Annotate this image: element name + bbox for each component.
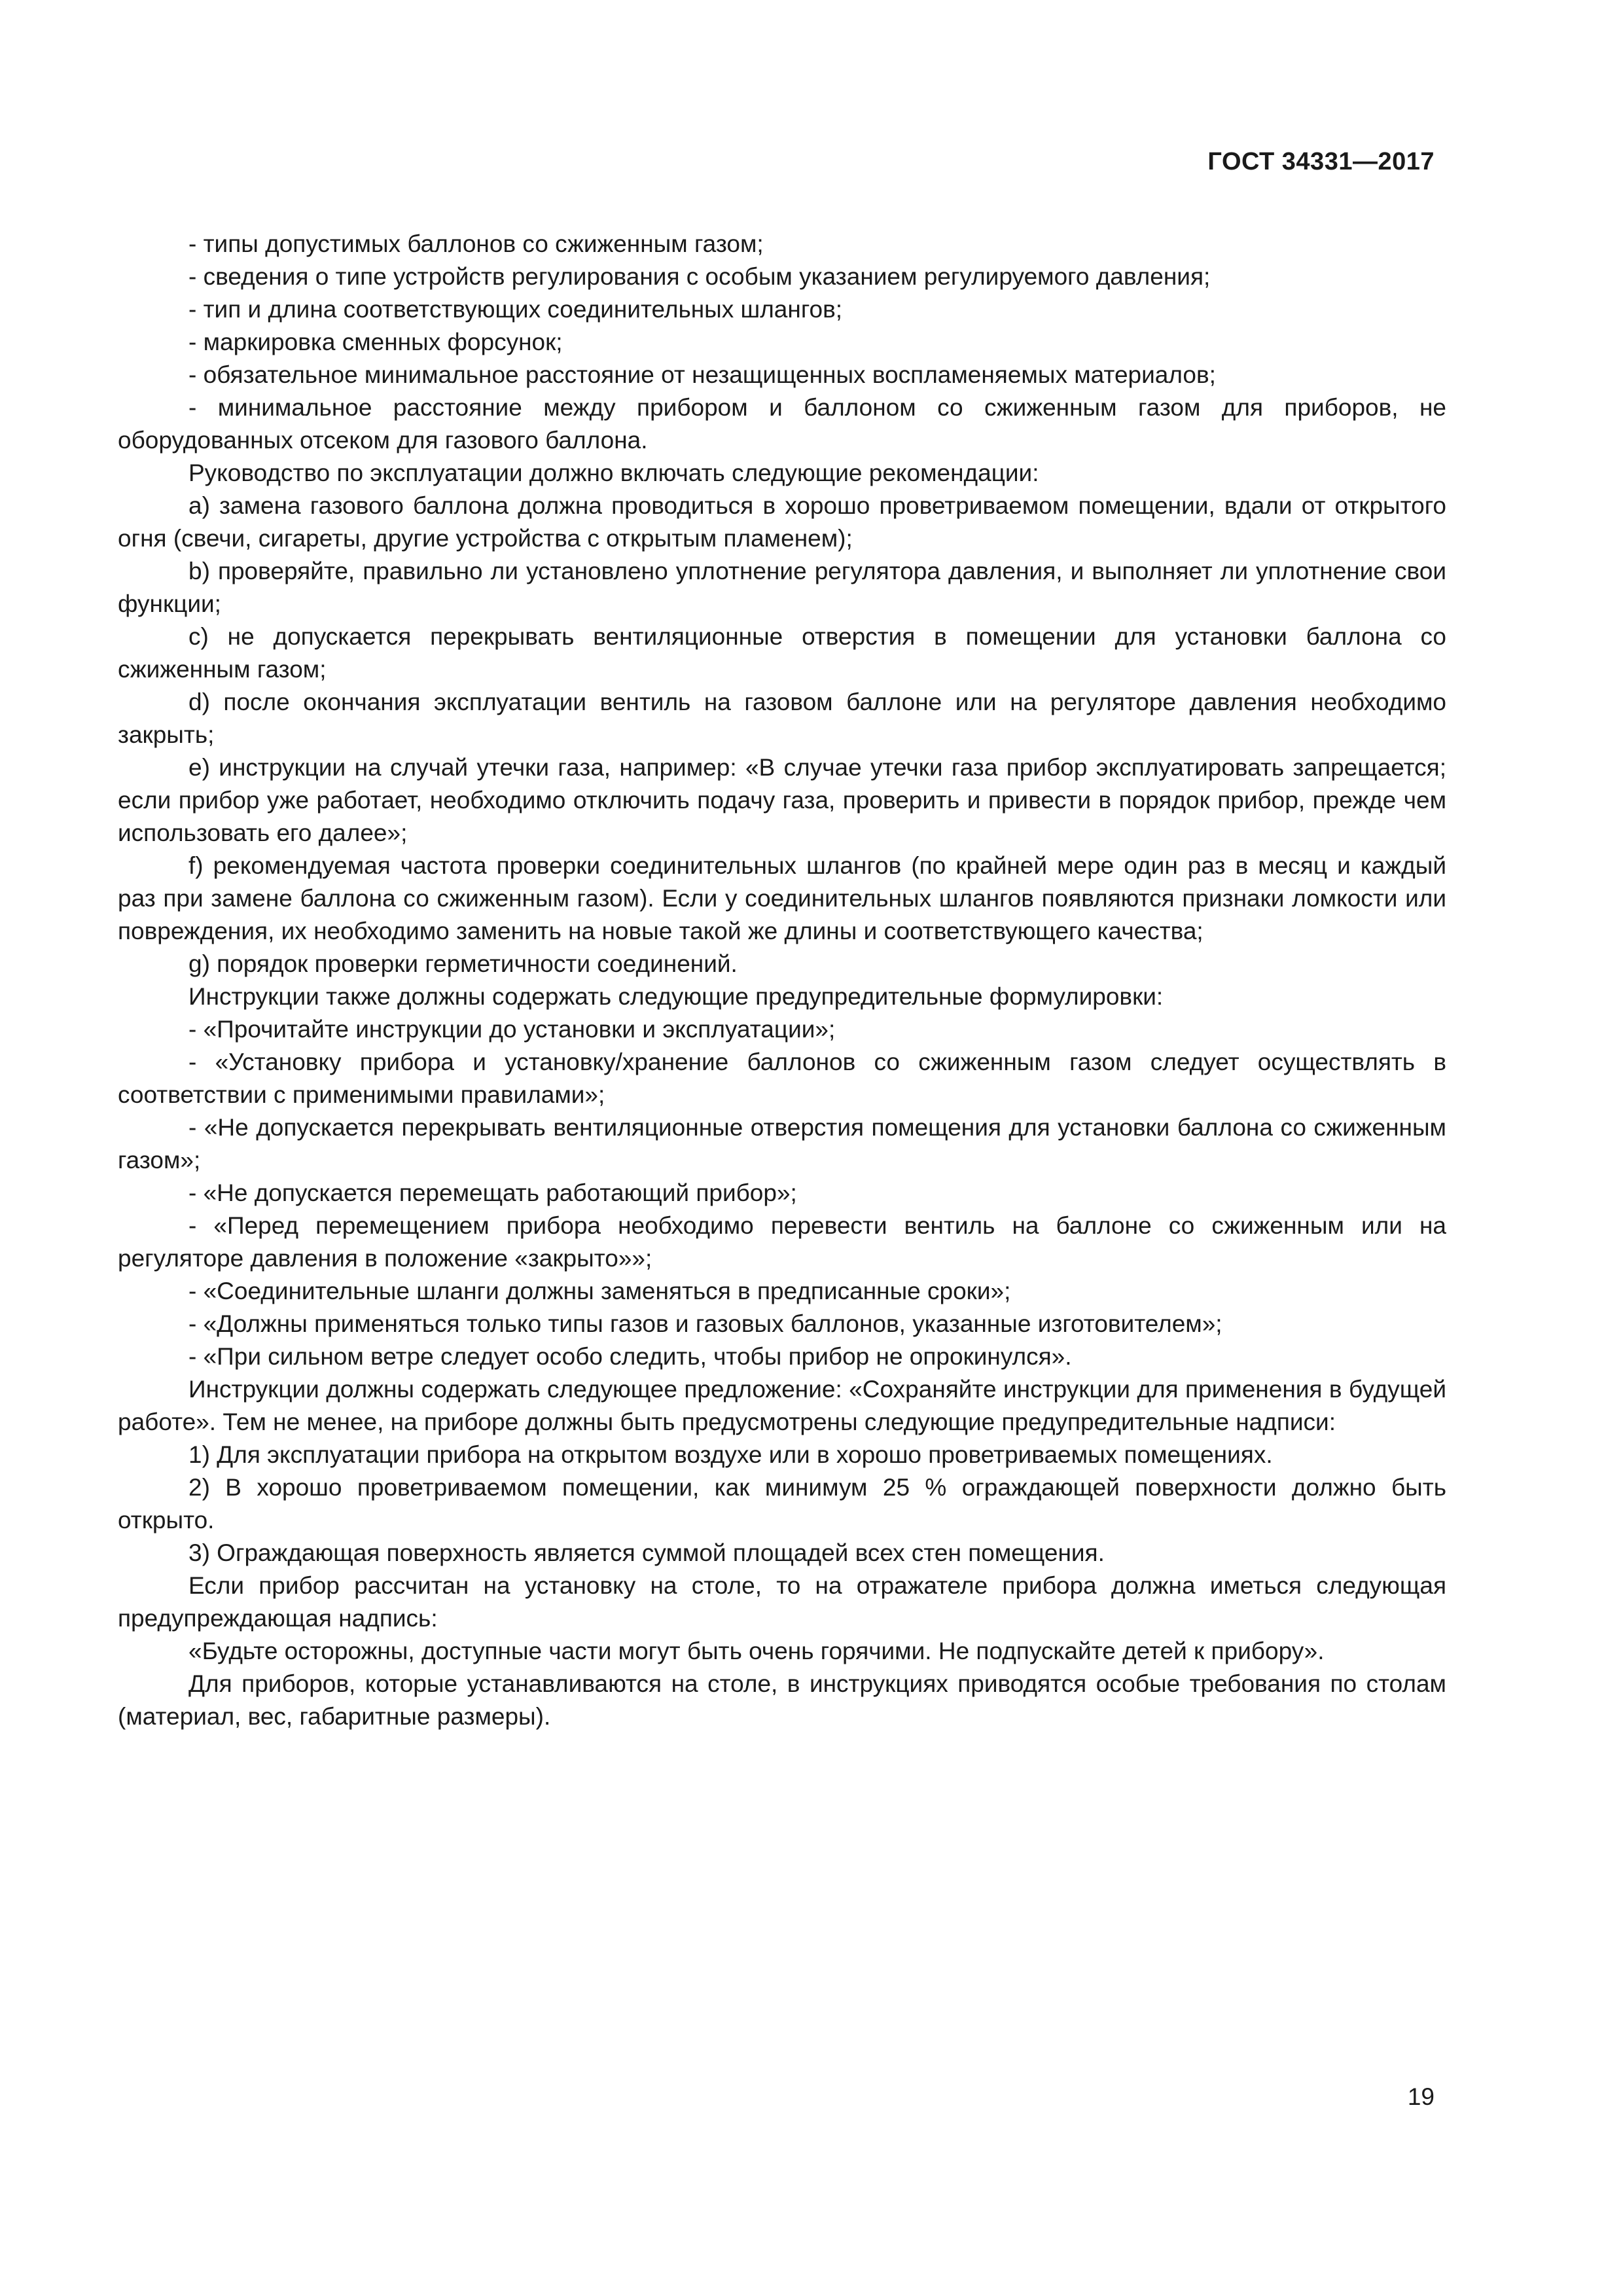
- paragraph: - обязательное минимальное расстояние от незащищенных воспламеняемых материалов;: [188, 361, 1216, 388]
- paragraph: 2) В хорошо проветриваемом помещении, как минимум 25 % ограждающей поверхности должно быть открыто.: [118, 1474, 1446, 1534]
- paragraph: - «Прочитайте инструкции до установки и эксплуатации»;: [188, 1016, 836, 1043]
- paragraph: Инструкции должны содержать следующее предложение: «Сохраняйте инструкции для применения в будущей работе». Тем не менее, на приборе должны быть предусмотрены следующие предупредительные надписи:: [118, 1376, 1446, 1435]
- paragraph: - «При сильном ветре следует особо следить, чтобы прибор не опрокинулся».: [188, 1343, 1072, 1370]
- paragraph: - «Соединительные шланги должны заменяться в предписанные сроки»;: [188, 1278, 1011, 1304]
- paragraph: - тип и длина соответствующих соединительных шлангов;: [188, 296, 843, 323]
- paragraph: «Будьте осторожны, доступные части могут быть очень горячими. Не подпускайте детей к прибору».: [188, 1638, 1325, 1664]
- paragraph: b) проверяйте, правильно ли установлено уплотнение регулятора давления, и выполняет ли уплотнение свои функции;: [118, 558, 1446, 617]
- page-number: 19: [1407, 2083, 1435, 2110]
- paragraph: - минимальное расстояние между прибором и баллоном со сжиженным газом для приборов, не оборудованных отсеком для газового баллона.: [118, 394, 1446, 454]
- paragraph: f) рекомендуемая частота проверки соединительных шлангов (по крайней мере один раз в месяц и каждый раз при замене баллона со сжиженным газом). Если у соединительных шлангов появляются признаки ломкости или повреждения, их необходимо заменить на новые такой же длины и соответствующего качества;: [118, 852, 1446, 944]
- paragraph: e) инструкции на случай утечки газа, например: «В случае утечки газа прибор эксплуатировать запрещается; если прибор уже работает, необходимо отключить подачу газа, проверить и привести в порядок прибор, прежде чем использовать его далее»;: [118, 754, 1446, 846]
- paragraph: - типы допустимых баллонов со сжиженным газом;: [188, 230, 764, 257]
- paragraph: - «Должны применяться только типы газов и газовых баллонов, указанные изготовителем»;: [188, 1310, 1222, 1337]
- paragraph: Руководство по эксплуатации должно включать следующие рекомендации:: [188, 459, 1039, 486]
- paragraph: d) после окончания эксплуатации вентиль на газовом баллоне или на регуляторе давления необходимо закрыть;: [118, 689, 1446, 748]
- paragraph: - «Перед перемещением прибора необходимо перевести вентиль на баллоне со сжиженным или на регуляторе давления в положение «закрыто»»;: [118, 1212, 1446, 1272]
- paragraph: 1) Для эксплуатации прибора на открытом воздухе или в хорошо проветриваемых помещениях.: [188, 1441, 1273, 1468]
- paragraph: Инструкции также должны содержать следующие предупредительные формулировки:: [188, 983, 1164, 1010]
- standard-header: ГОСТ 34331—2017: [1207, 148, 1435, 175]
- paragraph: Для приборов, которые устанавливаются на столе, в инструкциях приводятся особые требования по столам (материал, вес, габаритные размеры).: [118, 1670, 1446, 1730]
- paragraph: Если прибор рассчитан на установку на столе, то на отражателе прибора должна иметься следующая предупреждающая надпись:: [118, 1572, 1446, 1632]
- paragraph: c) не допускается перекрывать вентиляционные отверстия в помещении для установки баллона со сжиженным газом;: [118, 623, 1446, 683]
- paragraph: - «Не допускается перекрывать вентиляционные отверстия помещения для установки баллона со сжиженным газом»;: [118, 1114, 1446, 1174]
- paragraph: 3) Ограждающая поверхность является суммой площадей всех стен помещения.: [188, 1539, 1105, 1566]
- paragraph: - «Установку прибора и установку/хранение баллонов со сжиженным газом следует осуществлять в соответствии с применимыми правилами»;: [118, 1049, 1446, 1108]
- paragraph: g) порядок проверки герметичности соединений.: [188, 950, 738, 977]
- paragraph: - сведения о типе устройств регулирования с особым указанием регулируемого давления;: [188, 263, 1211, 290]
- paragraph: - маркировка сменных форсунок;: [188, 329, 563, 355]
- body-text: [118, 228, 1446, 1733]
- paragraph: a) замена газового баллона должна проводиться в хорошо проветриваемом помещении, вдали от открытого огня (свечи, сигареты, другие устройства с открытым пламенем);: [118, 492, 1446, 552]
- paragraph: - «Не допускается перемещать работающий прибор»;: [188, 1179, 797, 1206]
